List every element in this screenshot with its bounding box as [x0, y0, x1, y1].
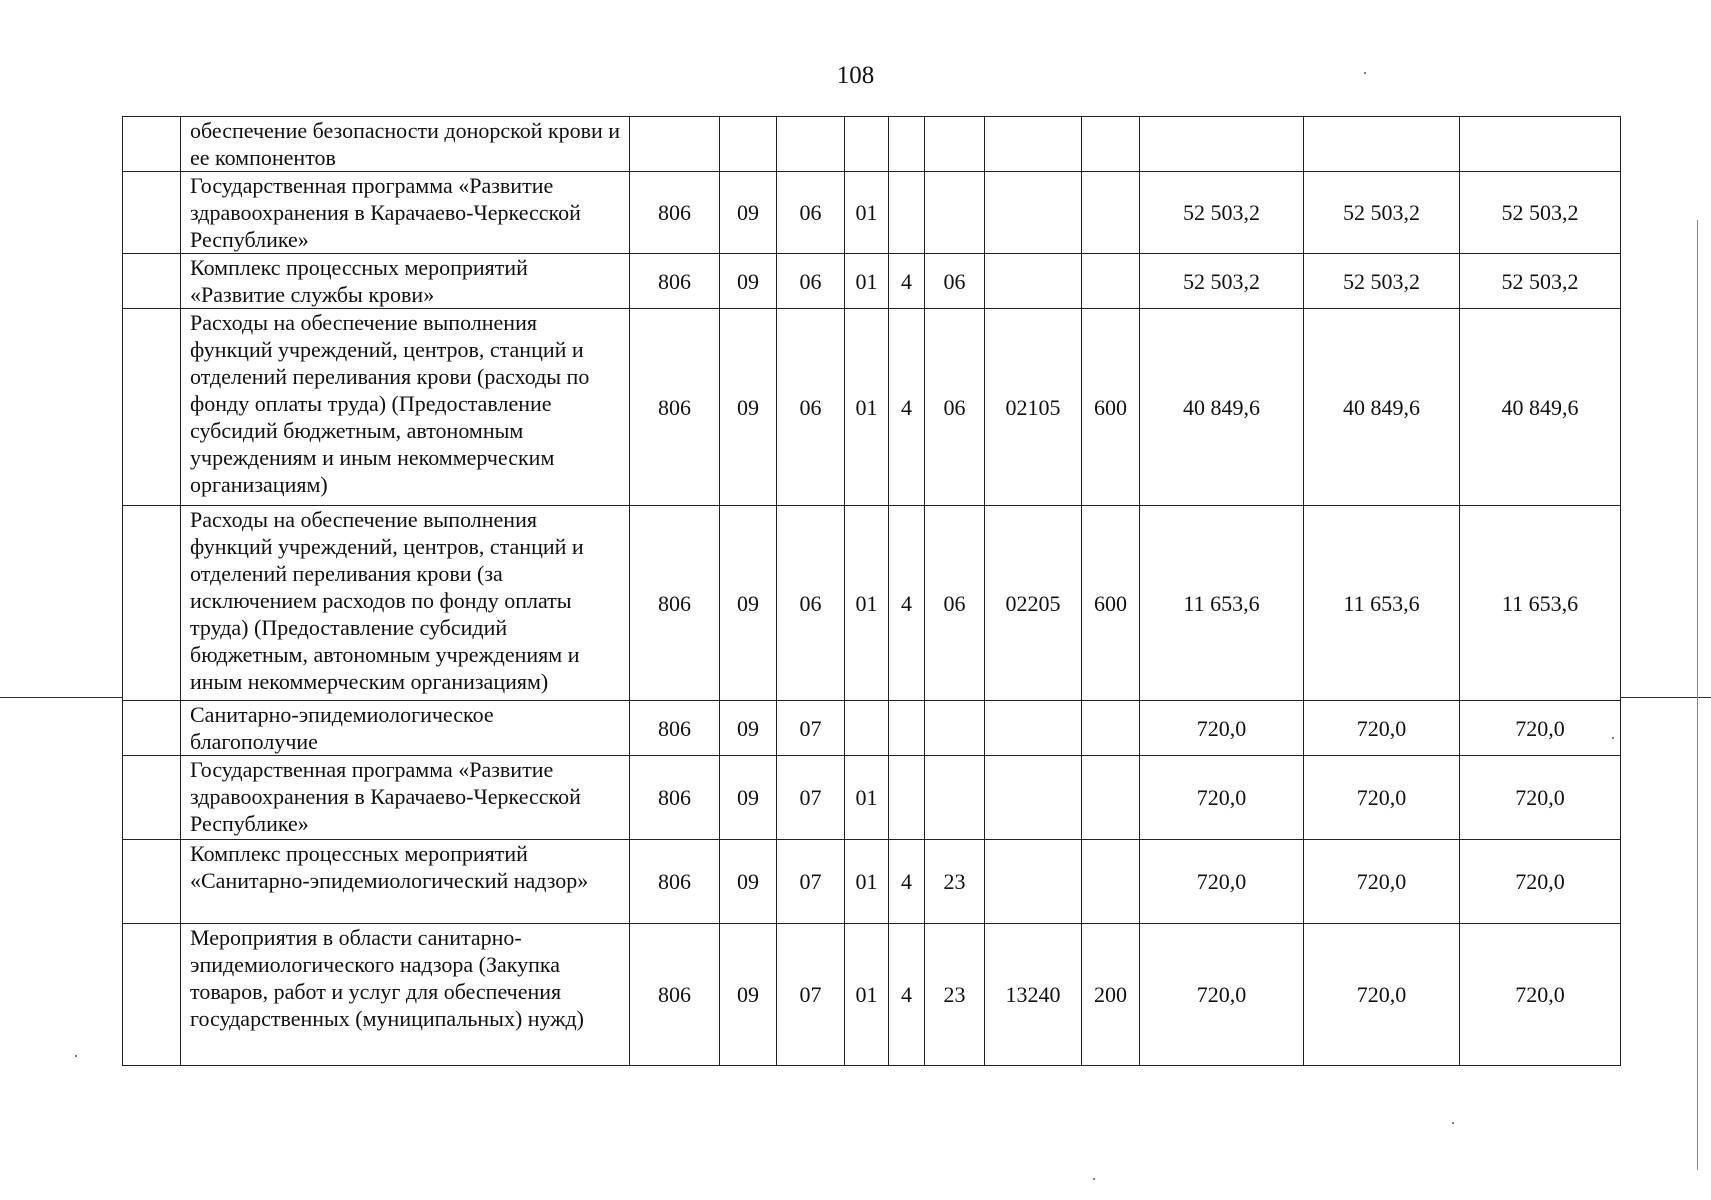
amount-year3-cell: 11 653,6: [1460, 506, 1621, 701]
expense-type-cell: [1082, 756, 1140, 840]
item-name-cell: Комплекс процессных мероприятий «Санитарно-эпидемиологический надзор»: [181, 840, 630, 924]
table-row: [123, 117, 1621, 172]
subprogram-type-cell: 4: [889, 254, 925, 309]
subsection-cell: 07: [777, 924, 845, 1066]
item-name-cell: Расходы на обеспечение выполнения функций учреждений, центров, станций и отделений переливания крови (за исключением расходов по фонду оплаты труда) (Предоставление субсидий бюджетным, автономным учреждениям и иным некоммерческим организациям): [181, 506, 630, 701]
expense-type-cell: 600: [1082, 506, 1140, 701]
amount-year3-cell: [1460, 117, 1621, 172]
section-cell: [720, 117, 777, 172]
ministry-code-cell: 806: [630, 756, 720, 840]
budget-table: [122, 116, 1621, 1066]
subprogram-cell: 06: [925, 309, 985, 506]
item-name-cell: Государственная программа «Развитие здравоохранения в Карачаево-Черкесской Республике»: [181, 172, 630, 254]
amount-year2-cell: 720,0: [1304, 701, 1460, 756]
section-cell: 09: [720, 924, 777, 1066]
row-number-cell: [123, 506, 181, 701]
amount-year2-cell: [1304, 117, 1460, 172]
amount-year3-cell: 720,0: [1460, 924, 1621, 1066]
scan-speck: [1612, 737, 1614, 739]
ministry-code-cell: 806: [630, 924, 720, 1066]
expense-type-cell: 600: [1082, 309, 1140, 506]
expense-type-cell: [1082, 117, 1140, 172]
amount-year3-cell: 720,0: [1460, 840, 1621, 924]
subprogram-cell: [925, 117, 985, 172]
program-cell: [845, 701, 889, 756]
subsection-cell: 07: [777, 840, 845, 924]
subprogram-type-cell: 4: [889, 506, 925, 701]
direction-cell: [985, 840, 1082, 924]
subprogram-type-cell: [889, 701, 925, 756]
subprogram-type-cell: [889, 117, 925, 172]
section-cell: 09: [720, 756, 777, 840]
amount-year2-cell: 40 849,6: [1304, 309, 1460, 506]
subprogram-cell: [925, 756, 985, 840]
expense-type-cell: [1082, 172, 1140, 254]
amount-year1-cell: 720,0: [1140, 756, 1304, 840]
table-row: [123, 254, 1621, 309]
direction-cell: [985, 254, 1082, 309]
section-cell: 09: [720, 701, 777, 756]
table-row: [123, 924, 1621, 1066]
item-name-cell: Комплекс процессных мероприятий «Развитие службы крови»: [181, 254, 630, 309]
direction-cell: [985, 701, 1082, 756]
ministry-code-cell: 806: [630, 701, 720, 756]
direction-cell: 02205: [985, 506, 1082, 701]
program-cell: 01: [845, 172, 889, 254]
subprogram-type-cell: [889, 756, 925, 840]
amount-year1-cell: 52 503,2: [1140, 172, 1304, 254]
subprogram-type-cell: 4: [889, 309, 925, 506]
row-number-cell: [123, 924, 181, 1066]
amount-year2-cell: 720,0: [1304, 756, 1460, 840]
amount-year1-cell: 11 653,6: [1140, 506, 1304, 701]
ministry-code-cell: 806: [630, 172, 720, 254]
table-row: [123, 172, 1621, 254]
scan-artifact-edge: [1697, 220, 1698, 1170]
subprogram-cell: [925, 172, 985, 254]
program-cell: 01: [845, 506, 889, 701]
scan-speck: [1364, 72, 1366, 74]
item-name-cell: Мероприятия в области санитарно-эпидемиологического надзора (Закупка товаров, работ и услуг для обеспечения государственных (муниципальных) нужд): [181, 924, 630, 1066]
expense-type-cell: [1082, 254, 1140, 309]
direction-cell: [985, 117, 1082, 172]
amount-year2-cell: 52 503,2: [1304, 172, 1460, 254]
program-cell: 01: [845, 254, 889, 309]
ministry-code-cell: 806: [630, 309, 720, 506]
program-cell: [845, 117, 889, 172]
subsection-cell: 07: [777, 701, 845, 756]
item-name-cell: Расходы на обеспечение выполнения функций учреждений, центров, станций и отделений переливания крови (расходы по фонду оплаты труда) (Предоставление субсидий бюджетным, автономным учреждениям и иным некоммерческим организациям): [181, 309, 630, 506]
section-cell: 09: [720, 840, 777, 924]
row-number-cell: [123, 254, 181, 309]
item-name-cell: Санитарно-эпидемиологическое благополучие: [181, 701, 630, 756]
section-cell: 09: [720, 172, 777, 254]
subprogram-type-cell: 4: [889, 840, 925, 924]
subsection-cell: 07: [777, 756, 845, 840]
subsection-cell: [777, 117, 845, 172]
amount-year3-cell: 52 503,2: [1460, 172, 1621, 254]
subprogram-cell: 23: [925, 840, 985, 924]
subprogram-type-cell: 4: [889, 924, 925, 1066]
direction-cell: 13240: [985, 924, 1082, 1066]
amount-year2-cell: 720,0: [1304, 840, 1460, 924]
section-cell: 09: [720, 254, 777, 309]
direction-cell: 02105: [985, 309, 1082, 506]
table-row: [123, 309, 1621, 506]
row-number-cell: [123, 309, 181, 506]
subsection-cell: 06: [777, 309, 845, 506]
ministry-code-cell: 806: [630, 506, 720, 701]
ministry-code-cell: 806: [630, 840, 720, 924]
section-cell: 09: [720, 309, 777, 506]
amount-year3-cell: 40 849,6: [1460, 309, 1621, 506]
scan-artifact-line-left: [0, 697, 122, 698]
expense-type-cell: [1082, 840, 1140, 924]
expense-type-cell: [1082, 701, 1140, 756]
subprogram-cell: 23: [925, 924, 985, 1066]
amount-year1-cell: 720,0: [1140, 840, 1304, 924]
subsection-cell: 06: [777, 254, 845, 309]
row-number-cell: [123, 701, 181, 756]
amount-year3-cell: 52 503,2: [1460, 254, 1621, 309]
section-cell: 09: [720, 506, 777, 701]
item-name-cell: обеспечение безопасности донорской крови и ее компонентов: [181, 117, 630, 172]
scan-speck: [1093, 1178, 1095, 1180]
amount-year1-cell: [1140, 117, 1304, 172]
amount-year1-cell: 720,0: [1140, 924, 1304, 1066]
amount-year3-cell: 720,0: [1460, 756, 1621, 840]
page-number: 108: [836, 62, 875, 89]
table-row: [123, 840, 1621, 924]
scan-speck: [75, 1055, 77, 1057]
subprogram-cell: 06: [925, 254, 985, 309]
program-cell: 01: [845, 756, 889, 840]
program-cell: 01: [845, 309, 889, 506]
table-row: [123, 701, 1621, 756]
program-cell: 01: [845, 840, 889, 924]
expense-type-cell: 200: [1082, 924, 1140, 1066]
row-number-cell: [123, 172, 181, 254]
direction-cell: [985, 756, 1082, 840]
amount-year1-cell: 40 849,6: [1140, 309, 1304, 506]
program-cell: 01: [845, 924, 889, 1066]
subprogram-cell: [925, 701, 985, 756]
scan-speck: [1452, 1122, 1454, 1124]
amount-year1-cell: 52 503,2: [1140, 254, 1304, 309]
ministry-code-cell: 806: [630, 254, 720, 309]
row-number-cell: [123, 840, 181, 924]
direction-cell: [985, 172, 1082, 254]
row-number-cell: [123, 117, 181, 172]
row-number-cell: [123, 756, 181, 840]
table-row: [123, 756, 1621, 840]
ministry-code-cell: [630, 117, 720, 172]
amount-year2-cell: 52 503,2: [1304, 254, 1460, 309]
subsection-cell: 06: [777, 506, 845, 701]
subprogram-cell: 06: [925, 506, 985, 701]
amount-year2-cell: 11 653,6: [1304, 506, 1460, 701]
table-row: [123, 506, 1621, 701]
amount-year1-cell: 720,0: [1140, 701, 1304, 756]
subprogram-type-cell: [889, 172, 925, 254]
amount-year2-cell: 720,0: [1304, 924, 1460, 1066]
subsection-cell: 06: [777, 172, 845, 254]
item-name-cell: Государственная программа «Развитие здравоохранения в Карачаево-Черкесской Республике»: [181, 756, 630, 840]
amount-year3-cell: 720,0: [1460, 701, 1621, 756]
